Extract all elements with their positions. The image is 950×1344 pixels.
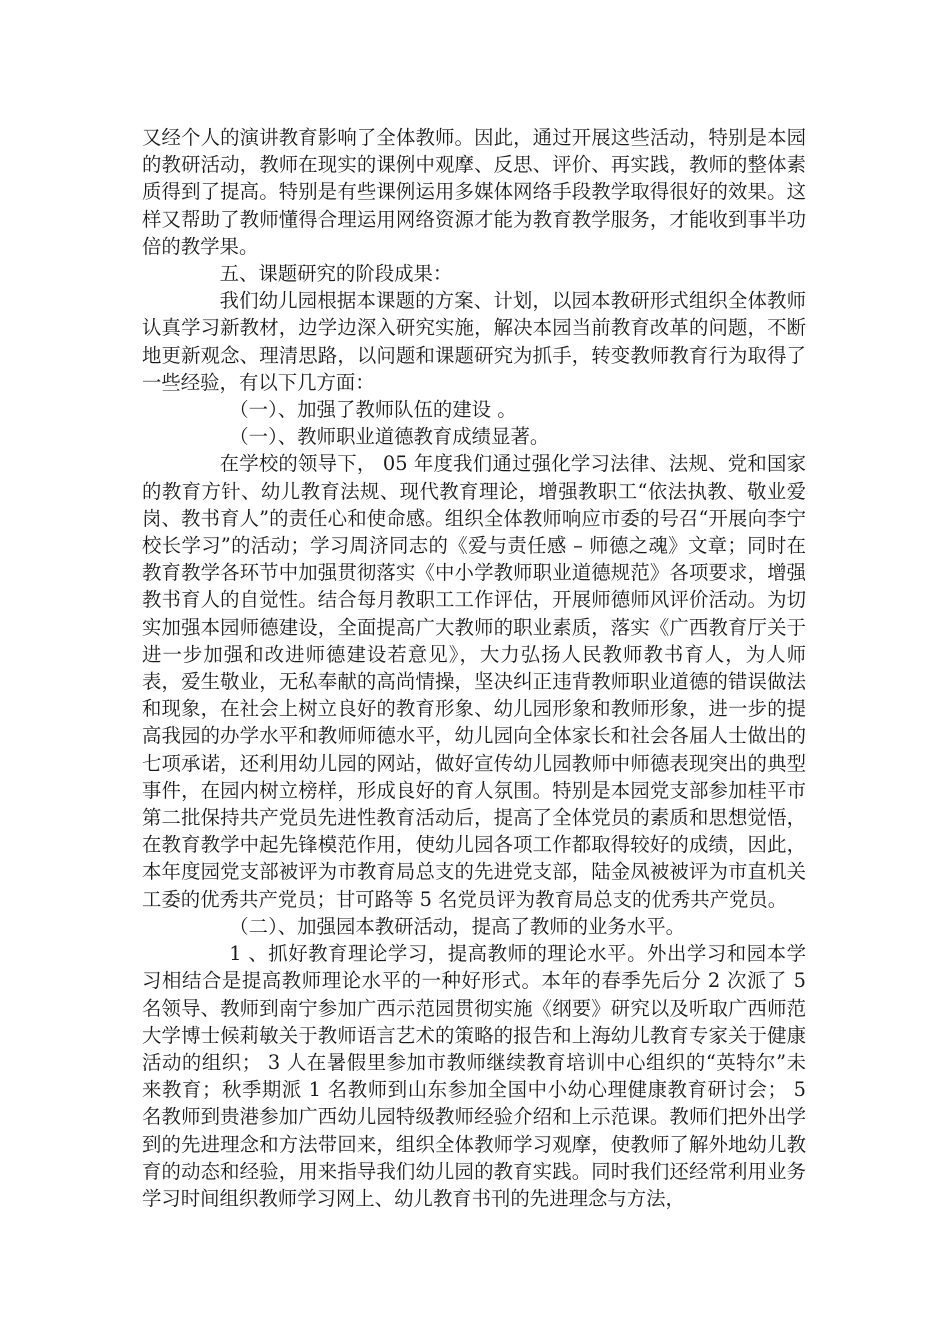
subheading-professional-ethics: （一）、教师职业道德教育成绩显著。 bbox=[229, 425, 550, 449]
paragraph-stage-results: 我们幼儿园根据本课题的方案、计划，以园本教研形式组织全体教师认真学习新教材，边学边深入研究实施，解决本园当前教育改革的问题，不断地更新观念、理清思路，以问题和课题研究为抓手，转变教师教育行为取得了一些经验，有以下几方面： bbox=[142, 289, 806, 394]
subheading-teacher-team: （一）、加强了教师队伍的建设 。 bbox=[229, 398, 517, 422]
subheading-kindergarten-research: （二）、加强园本教研活动，提高了教师的业务水平。 bbox=[229, 914, 685, 938]
section-heading-stage-results: 五、课题研究的阶段成果： bbox=[219, 262, 453, 286]
paragraph-professional-ethics: 在学校的领导下， 05 年度我们通过强化学习法律、法规、党和国家的教育方针、幼儿教育法规、现代教育理论，增强教职工“依法执教、敬业爱岗、教书育人”的责任心和使命感。组织全体教师响应市委的号召“开展向李宁校长学习”的活动；学习周济同志的《爱与责任感 – 师德之魂》文章；同时在教育教学各环节中加强贯彻落实《中小学教师职业道德规范》各项要求，增强教书育人的自觉性。结合每月教职工工作评估，开展师德师风评价活动。为切实加强本园师德建设，全面提高广大教师的职业素质，落实《广西教育厅关于进一步加强和改进师德建设若意见》，大力弘扬人民教师教书育人，为人师表，爱生敬业，无私奉献的高尚情操，坚决纠正违背教师职业道德的错误做法和现象，在社会上树立良好的教育形象、幼儿园形象和教师形象，进一步的提高我园的办学水平和教师师德水平，幼儿园向全体家长和社会各届人士做出的七项承诺，还利用幼儿园的网站，做好宣传幼儿园教师中师德表现突出的典型事件，在园内树立榜样，形成良好的育人氛围。特别是本园党支部参加桂平市第二批保持共产党员先进性教育活动后，提高了全体党员的素质和思想觉悟，在教育教学中起先锋模范作用，使幼儿园各项工作都取得较好的成绩，因此，本年度园党支部被评为市教育局总支的先进党支部，陆金凤被被评为市直机关工委的优秀共产党员；甘可路等 5 名党员评为教育局总支的优秀共产党员。 bbox=[142, 452, 806, 911]
paragraph-intro-continuation: 又经个人的演讲教育影响了全体教师。因此，通过开展这些活动，特别是本园的教研活动，教师在现实的课例中观摩、反思、评价、再实践，教师的整体素质得到了提高。特别是有些课例运用多媒体网络手段教学取得很好的效果。这样又帮助了教师懂得合理运用网络资源才能为教育教学服务，才能收到事半功倍的教学果。 bbox=[142, 126, 806, 258]
document-body bbox=[142, 124, 806, 1212]
paragraph-theory-study: 1 、抓好教育理论学习，提高教师的理论水平。外出学习和园本学习相结合是提高教师理论水平的一种好形式。本年的春季先后分 2 次派了 5 名领导、教师到南宁参加广西示范园贯彻实施《纲要》研究以及听取广西师范大学博士候莉敏关于教师语言艺术的策略的报告和上海幼儿教育专家关于健康活动的组织； 3 人在暑假里参加市教师继续教育培训中心组织的“英特尔”未来教育；秋季期派 1 名教师到山东参加全国中小幼心理健康教育研讨会； 5 名教师到贵港参加广西幼儿园特级教师经验介绍和上示范课。教师们把外出学到的先进理念和方法带回来，组织全体教师学习观摩，使教师了解外地幼儿教育的动态和经验，用来指导我们幼儿园的教育实践。同时我们还经常利用业务学习时间组织教师学习网上、幼儿教育书刊的先进理念与方法， bbox=[142, 942, 806, 1210]
